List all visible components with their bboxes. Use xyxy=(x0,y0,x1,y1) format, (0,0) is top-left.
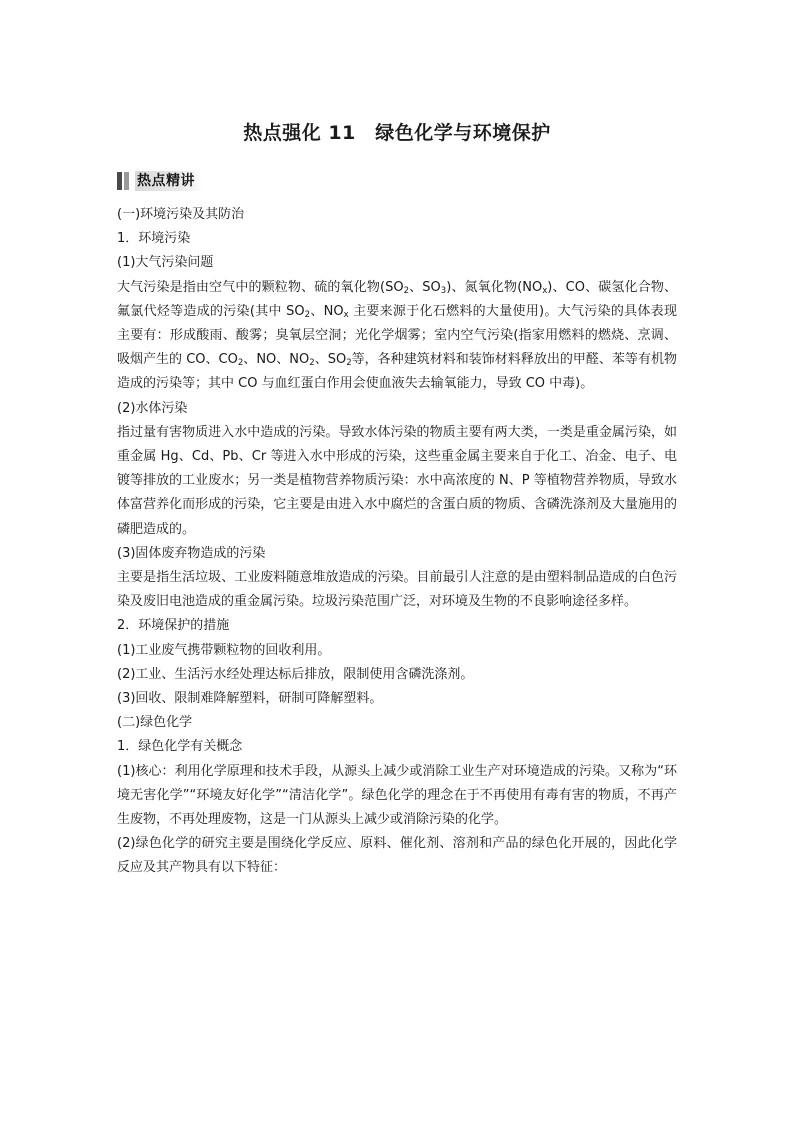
section-badge xyxy=(117,170,203,192)
text-run: 、NO、NO xyxy=(243,352,310,368)
text-run: 、SO xyxy=(314,352,347,368)
subscript: 2 xyxy=(304,309,311,320)
text-run: (2)绿色化学的研究主要是围绕化学反应、原料、催化剂、溶剂和产品的绿色化开展的，因此化学反应及其产物具有以下特征： xyxy=(117,836,677,876)
text-run: 主要来源于化石燃料的大量使用)。大气污染的具体表现主要有：形成酸雨、酸雾；臭氧层空洞；光化学烟雾；室内空气污染(指家用燃料的燃烧、烹调、吸烟产生的 CO、CO xyxy=(117,303,677,368)
paragraph xyxy=(117,832,677,880)
heading-line xyxy=(117,639,677,663)
text-run: )、氮氧化物(NO xyxy=(446,279,543,295)
paragraph xyxy=(117,421,677,542)
heading-line xyxy=(117,227,677,251)
subscript: 2 xyxy=(346,358,352,369)
document-body xyxy=(117,203,677,881)
text-run: 主要是指生活垃圾、工业废料随意堆放造成的污染。目前最引人注意的是由塑料制品造成的白色污染及废旧电池造成的重金属污染。垃圾污染范围广泛，对环境及生物的不良影响途径多样。 xyxy=(117,570,677,610)
subscript: 2 xyxy=(237,358,244,369)
heading-line xyxy=(117,251,677,275)
paragraph xyxy=(117,276,677,397)
text-run: (二)绿色化学 xyxy=(117,715,193,731)
text-run: (3)固体废弃物造成的污染 xyxy=(117,545,266,561)
section-badge-label: 热点精讲 xyxy=(135,171,203,191)
text-run: (2)水体污染 xyxy=(117,400,188,416)
subscript: 2 xyxy=(403,285,409,296)
heading-line xyxy=(117,203,677,227)
heading-line xyxy=(117,614,677,638)
text-run: (1)大气污染问题 xyxy=(117,255,214,271)
paragraph xyxy=(117,760,677,833)
text-run: (2)工业、生活污水经处理达标后排放，限制使用含磷洗涤剂。 xyxy=(117,666,474,682)
text-run: 指过量有害物质进入水中造成的污染。导致水体污染的物质主要有两大类，一类是重金属污染，如重金属 Hg、Cd、Pb、Cr 等进入水中形成的污染，这些重金属主要来自于化工、冶金、电子、电镀等排放的工业废水；另一类是植物营养物质污染：水中高浓度的 N、P 等植物营养物质，导致水体富营养化而形成的污染，它主要是由进入水中腐烂的含蛋白质的物质、含磷洗涤剂及大量施用的磷肥造成的。 xyxy=(117,424,677,537)
page-title: 热点强化 11 绿色化学与环境保护 xyxy=(243,122,551,144)
text-run: 1．绿色化学有关概念 xyxy=(117,739,243,755)
subscript: x xyxy=(343,309,349,320)
grey-bar-icon xyxy=(117,172,129,190)
text-run: )、CO、碳氢化合物、氟氯代烃等造成的污染(其中 SO xyxy=(117,279,678,319)
text-run: 等，各种建筑材料和装饰材料释放出的甲醛、苯等有机物造成的污染等；其中 CO 与血红蛋白作用会使血液失去输氧能力，导致 CO 中毒)。 xyxy=(117,352,677,392)
heading-line xyxy=(117,397,677,421)
subscript: x xyxy=(542,285,548,296)
text-run: 大气污染是指由空气中的颗粒物、硫的氧化物(SO xyxy=(117,279,404,295)
heading-line xyxy=(117,663,677,687)
text-run: (3)回收、限制难降解塑料，研制可降解塑料。 xyxy=(117,691,383,707)
heading-line xyxy=(117,735,677,759)
text-run: 2．环境保护的措施 xyxy=(117,618,230,634)
heading-line xyxy=(117,711,677,735)
text-run: 1．环境污染 xyxy=(117,231,191,247)
subscript: 3 xyxy=(440,285,447,296)
heading-line xyxy=(117,687,677,711)
heading-line xyxy=(117,542,677,566)
paragraph xyxy=(117,566,677,614)
text-run: 、NO xyxy=(310,303,344,319)
subscript: 2 xyxy=(309,358,315,369)
text-run: (1)核心：利用化学原理和技术手段，从源头上减少或消除工业生产对环境造成的污染。又称为“环境无害化学”“环境友好化学”“清洁化学”。绿色化学的理念在于不再使用有毒有害的物质，不再产生废物，不再处理废物，这是一门从源头上减少或消除污染的化学。 xyxy=(117,763,677,828)
text-run: (一)环境污染及其防治 xyxy=(117,207,245,222)
text-run: (1)工业废气携带颗粒物的回收利用。 xyxy=(117,642,331,658)
text-run: 、SO xyxy=(409,279,441,295)
